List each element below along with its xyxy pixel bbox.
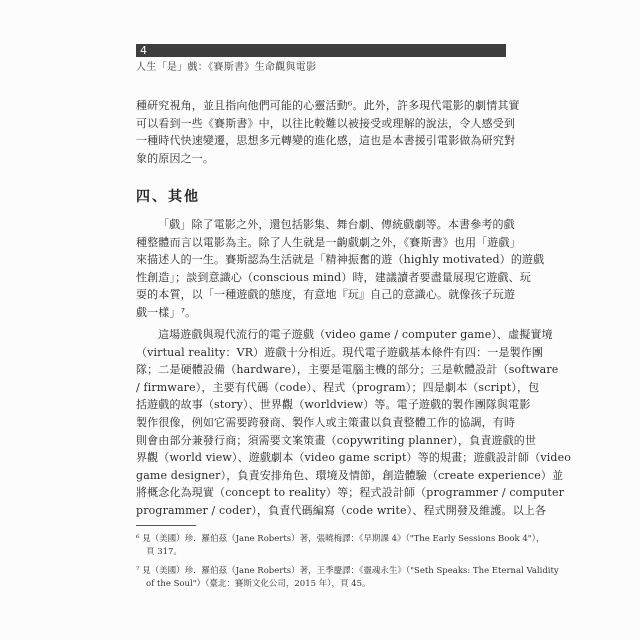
text-line: 隊；二是硬體設備（hardware），主要是電腦主機的部分；三是軟體設計（software xyxy=(136,363,559,377)
running-head: 人生「是」戲：《賽斯書》生命觀與電影 xyxy=(136,62,317,73)
text-line: game designer），負責安排角色、環境及情節，創造體驗（create experience）並 xyxy=(136,468,564,482)
paragraph-3 xyxy=(136,326,571,520)
text-line: 這場遊戲與現代流行的電子遊戲（video game / computer game）、虛擬實境 xyxy=(158,328,553,341)
text-line: 「戲」除了電影之外，還包括影集、舞台劇、傳統戲劇等。本書參考的戲 xyxy=(158,218,515,231)
text-line: 戲一樣」⁷。 xyxy=(136,305,197,319)
text-line: 種研究視角，並且指向他們可能的心靈活動⁶。此外，許多現代電影的劇情其實 xyxy=(136,99,520,112)
footnote-divider xyxy=(136,525,196,526)
text-line: 可以看到一些《賽斯書》中，以往比較難以被接受或理解的說法，令人感受到 xyxy=(136,116,516,130)
text-line: 性創造」；談到意識心（conscious mind）時，建議讀者要盡量展現它遊戲、玩 xyxy=(136,270,531,284)
text-line: 種整體而言以電影為主。除了人生就是一齣戲劇之外，《賽斯書》也用「遊戲」 xyxy=(136,235,521,249)
footnote-7-line-2: of the Soul"）（臺北：賽斯文化公司，2015 年），頁 45。 xyxy=(146,579,371,589)
footnotes xyxy=(136,533,559,591)
text-line: 界觀（world view）、遊戲劇本（video game script）等的規畫；遊戲設計師（video xyxy=(136,451,571,465)
page-number: 4 xyxy=(140,44,147,57)
paragraph-1 xyxy=(136,97,520,167)
text-line: （virtual reality：VR）遊戲十分相近。現代電子遊戲基本條件有四：一是製作團 xyxy=(136,345,544,359)
text-line: 來描述人的一生。賽斯認為生活就是「精神振奮的遊（highly motivated）的遊戲 xyxy=(136,253,545,267)
text-line: 將概念化為現實（concept to reality）等；程式設計師（programmer / computer xyxy=(136,486,565,500)
text-line: / firmware），主要有代碼（code）、程式（program）；四是劇本（script），包 xyxy=(136,380,540,394)
footnote-6-line-2: 頁 317。 xyxy=(146,547,182,557)
text-line: 一種時代快速變遷，思想多元轉變的進化感，這也是本書援引電影做為研究對 xyxy=(136,134,516,148)
text-line: 則會由部分兼發行商；須需要文案策畫（copywriting planner），負責遊戲的世 xyxy=(136,433,537,447)
footnote-6-line-1: ⁶ 見（美國）珍．羅伯茲（Jane Roberts）著，張曉梅譯：《早期課 4》（"The Early Sessions Book 4"）， xyxy=(136,534,545,544)
text-line: 括遊戲的故事（story）、世界觀（worldview）等。電子遊戲的製作團隊與電影 xyxy=(136,398,531,412)
footnote-7-line-1: ⁷ 見（美國）珍．羅伯茲（Jane Roberts）著，王季慶譯：《靈魂永生》（"Seth Speaks: The Eternal Validity xyxy=(136,566,559,576)
header-bar xyxy=(136,44,506,57)
text-line: 耍的本質，以「一種遊戲的態度，有意地『玩』自己的意識心。就像孩子玩遊 xyxy=(136,288,516,302)
text-line: 象的原因之一。 xyxy=(136,151,215,165)
section-heading: 四、其他 xyxy=(136,189,200,205)
text-line: programmer / coder），負責代碼編寫（code write）、程式開發及維護。以上各 xyxy=(136,503,547,517)
paragraph-2 xyxy=(136,216,545,322)
text-line: 製作很像，例如它需要跨發商、製作人或主策畫以負責整體工作的協調，有時 xyxy=(136,415,516,429)
